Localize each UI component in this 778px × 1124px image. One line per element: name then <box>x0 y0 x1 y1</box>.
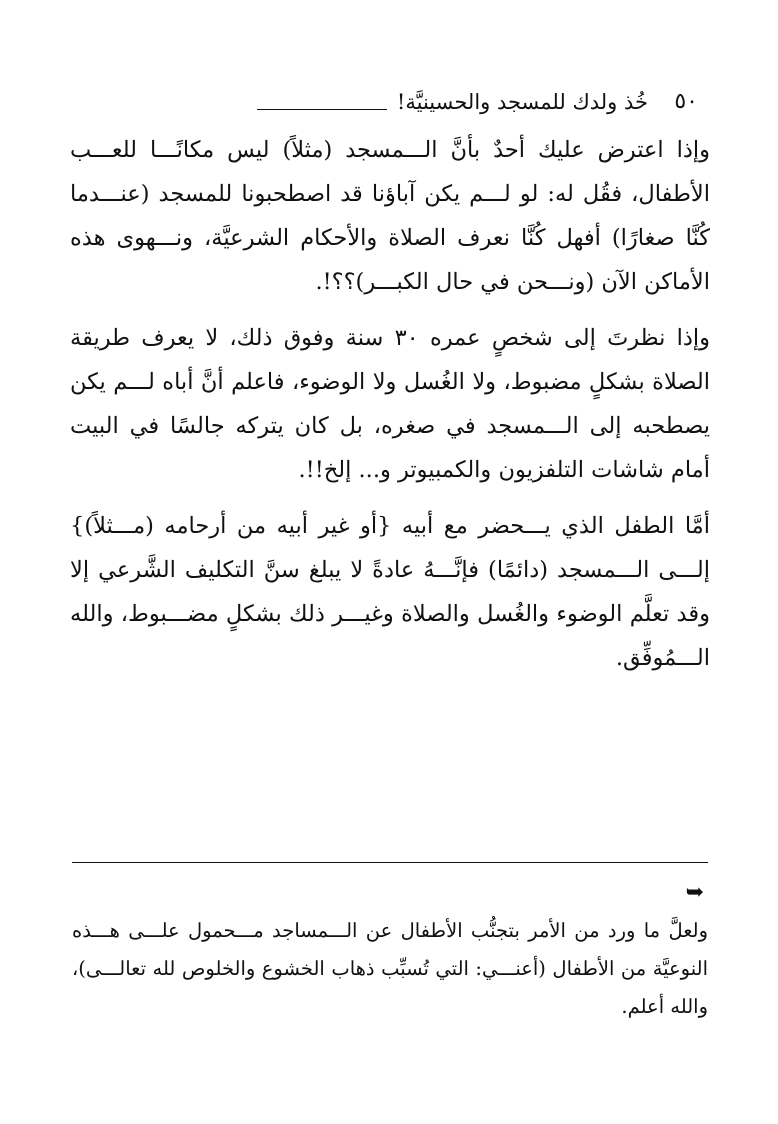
page-header <box>72 86 708 122</box>
running-title <box>257 86 648 118</box>
paragraph-1: وإذا اعترض عليك أحدٌ بأنَّ الـــمسجد (مثلاً) ليس مكانًـــا للعـــب الأطفال، فقُل له: لو لـــم يكن آباؤنا قد اصطحبونا للمسجد (عنـــدما كُنَّا صغارًا) أفهل كُنَّا نعرف الصلاة والأحكام الشرعيَّة، ونـــهوى هذه الأماكن الآن (ونـــحن في حال الكبـــر)؟؟!. <box>70 137 710 295</box>
page-number: ٥٠ <box>674 89 698 114</box>
footnote-arrow-icon: ➥ <box>685 880 704 905</box>
body-text <box>70 128 710 692</box>
running-title-text: خُذ ولدك للمسجد والحسينيَّة! <box>396 90 648 114</box>
footnote-text: ولعلَّ ما ورد من الأمر بتجنُّب الأطفال عن الـــمساجد مـــحمول علـــى هـــذه النوعيَّة من الأطفال (أعنـــي: التي تُسبِّب ذهاب الخشوع والخلوص لله تعالـــى)، والله أعلم. <box>72 919 708 1018</box>
paragraph-2: وإذا نظرتَ إلى شخصٍ عمره ٣٠ سنة وفوق ذلك، لا يعرف طريقة الصلاة بشكلٍ مضبوط، ولا الغُسل ولا الوضوء، فاعلم أنَّ أباه لـــم يكن يصطحبه إلى الـــمسجد في صغره، بل كان يتركه جالسًا في البيت أمام شاشات التلفزيون والكمبيوتر و... إلخ!!. <box>70 325 710 483</box>
footnote-separator <box>72 862 708 863</box>
paragraph-3: أمَّا الطفل الذي يـــحضر مع أبيه {أو غير أبيه من أرحامه (مـــثلاً)} إلـــى الـــمسجد (دائمًا) فإنَّـــهُ عادةً لا يبلغ سنَّ التكليف الشَّرعي إلا وقد تعلَّم الوضوء والغُسل والصلاة وغيـــر ذلك بشكلٍ مضـــبوط، والله الـــمُوفِّق. <box>70 513 710 671</box>
header-rule <box>257 109 387 110</box>
